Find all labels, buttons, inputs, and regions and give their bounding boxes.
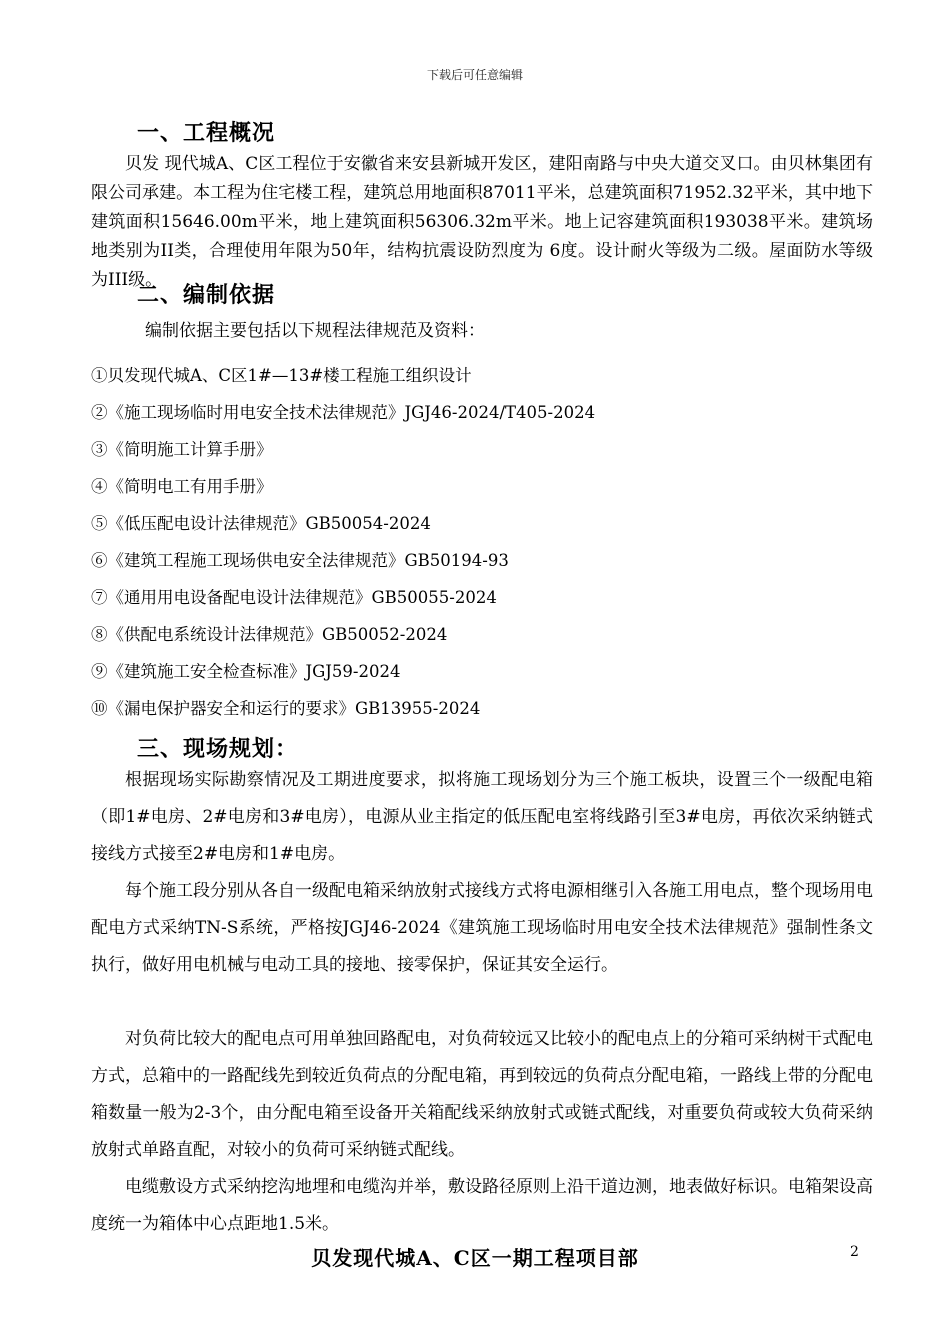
- footer-project-title: 贝发现代城A、C区一期工程项目部: [311, 1246, 639, 1270]
- section-title-overview: 一、工程概况: [137, 121, 276, 146]
- page-number: 2: [850, 1244, 859, 1260]
- basis-intro: 编制依据主要包括以下规程法律规范及资料：: [145, 321, 485, 341]
- site-plan-paragraph-2: 每个施工段分别从各自一级配电箱采纳放射式接线方式将电源相继引入各施工用电点，整个现场用电配电方式采纳TN-S系统，严格按JGJ46-2024《建筑施工现场临时用电安全技术法律规范》强制性条文执行，做好用电机械与电动工具的接地、接零保护，保证其安全运行。: [91, 881, 873, 975]
- list-item: ②《施工现场临时用电安全技术法律规范》JGJ46-2024/T405-2024: [91, 403, 596, 422]
- list-item: ⑧《供配电系统设计法律规范》GB50052-2024: [91, 625, 448, 644]
- site-plan-paragraph-3: 对负荷比较大的配电点可用单独回路配电，对负荷较远又比较小的配电点上的分箱可采纳树干式配电方式，总箱中的一路配线先到较近负荷点的分配电箱，再到较远的负荷点分配电箱，一路线上带的分配电箱数量一般为2-3个，由分配电箱至设备开关箱配线采纳放射式或链式配线，对重要负荷或较大负荷采纳放射式单路直配，对较小的负荷可采纳链式配线。: [91, 1029, 873, 1160]
- list-item: ④《简明电工有用手册》: [91, 477, 273, 496]
- list-item: ①贝发现代城A、C区1#—13#楼工程施工组织设计: [91, 366, 472, 385]
- list-item: ⑤《低压配电设计法律规范》GB50054-2024: [91, 514, 431, 533]
- list-item: ⑥《建筑工程施工现场供电安全法律规范》GB50194-93: [91, 551, 509, 570]
- section-title-basis: 二、编制依据: [137, 283, 276, 308]
- list-item: ③《简明施工计算手册》: [91, 440, 273, 459]
- page-header-note: 下载后可任意编辑: [426, 68, 523, 82]
- section-title-site-plan: 三、现场规划：: [137, 737, 299, 762]
- overview-paragraph: 贝发 现代城A、C区工程位于安徽省来安县新城开发区，建阳南路与中央大道交叉口。由贝林集团有限公司承建。本工程为住宅楼工程，建筑总用地面积87011平米，总建筑面积71952.32平米，其中地下建筑面积15646.00m平米，地上建筑面积56306.32m平米。地上记容建筑面积193038平米。建筑场地类别为II类，合理使用年限为50年，结构抗震设防烈度为 6度。设计耐火等级为二级。屋面防水等级为III级。: [91, 154, 873, 290]
- list-item: ⑩《漏电保护器安全和运行的要求》GB13955-2024: [91, 699, 481, 718]
- list-item: ⑦《通用用电设备配电设计法律规范》GB50055-2024: [91, 588, 497, 607]
- list-item: ⑨《建筑施工安全检查标准》JGJ59-2024: [91, 662, 401, 681]
- site-plan-paragraph-1: 根据现场实际勘察情况及工期进度要求，拟将施工现场划分为三个施工板块，设置三个一级配电箱（即1#电房、2#电房和3#电房），电源从业主指定的低压配电室将线路引至3#电房，再依次采纳链式接线方式接至2#电房和1#电房。: [91, 770, 873, 864]
- reference-list: [91, 357, 881, 727]
- site-plan-paragraph-4: 电缆敷设方式采纳挖沟地埋和电缆沟并举，敷设路径原则上沿干道边测，地表做好标识。电箱架设高度统一为箱体中心点距地1.5米。: [91, 1177, 873, 1234]
